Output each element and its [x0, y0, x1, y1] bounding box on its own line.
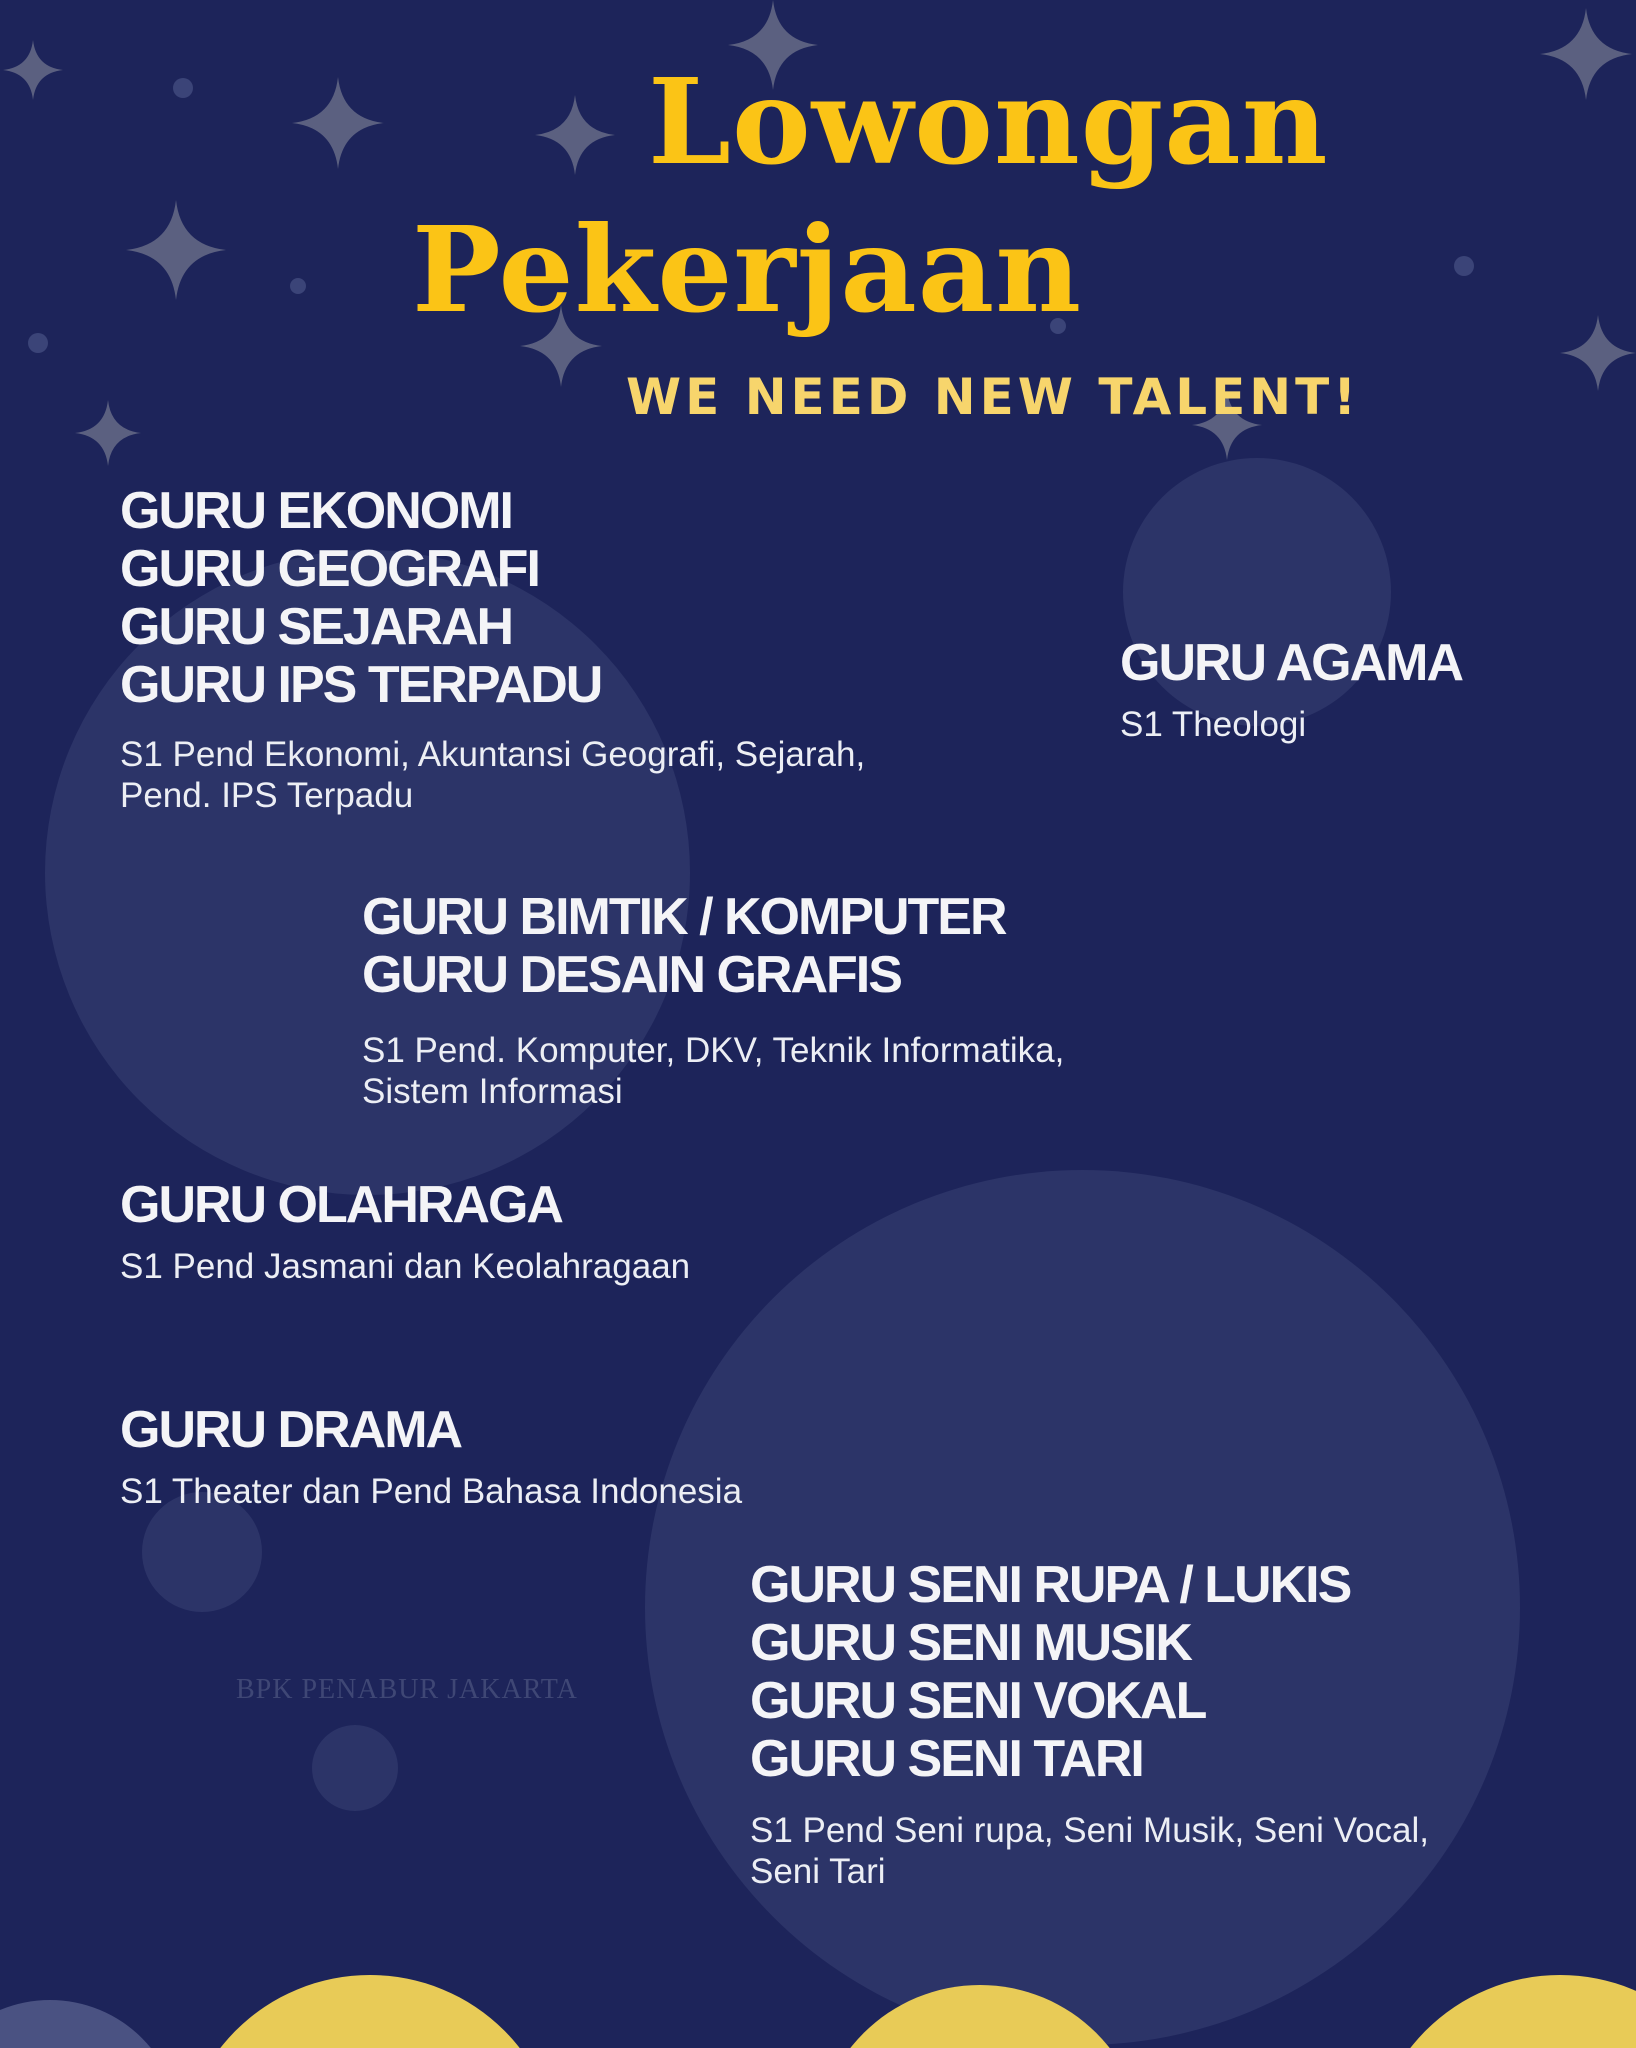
sparkle-star-icon — [126, 200, 226, 300]
dot-decoration — [290, 278, 306, 294]
sparkle-star-icon — [75, 400, 141, 466]
qualification-text: S1 Pend. Komputer, DKV, Teknik Informatika, Sistem Informasi — [362, 1031, 1065, 1111]
position-title: GURU EKONOMI — [120, 482, 512, 540]
sparkle-star-icon — [292, 77, 384, 169]
job-group-computer — [362, 888, 1064, 1112]
job-group-social-studies — [120, 482, 865, 816]
background-circle-small-2 — [312, 1725, 398, 1811]
dot-decoration — [1454, 256, 1474, 276]
position-title: GURU OLAHRAGA — [120, 1176, 562, 1234]
position-title: GURU SENI TARI — [750, 1730, 1143, 1788]
position-title: GURU DESAIN GRAFIS — [362, 946, 901, 1004]
position-title: GURU AGAMA — [1120, 634, 1463, 692]
sparkle-star-icon — [535, 95, 615, 175]
position-title: GURU DRAMA — [120, 1401, 462, 1459]
job-group-religion — [1120, 634, 1462, 745]
position-title: GURU SEJARAH — [120, 598, 513, 656]
qualification-text: S1 Theologi — [1120, 705, 1307, 744]
headline-line-2: Pekerjaan — [412, 200, 1083, 339]
position-title: GURU GEOGRAFI — [120, 540, 539, 598]
job-group-arts — [750, 1556, 1429, 1892]
tagline: WE NEED NEW TALENT! — [626, 368, 1361, 426]
qualification-text: S1 Pend Seni rupa, Seni Musik, Seni Vocal, Seni Tari — [750, 1811, 1430, 1891]
organization-watermark: BPK PENABUR JAKARTA — [236, 1674, 578, 1705]
qualification-text: S1 Pend Ekonomi, Akuntansi Geografi, Sejarah, Pend. IPS Terpadu — [120, 735, 866, 815]
decorative-dome — [180, 1975, 560, 2048]
decorative-dome — [0, 2000, 180, 2048]
position-title: GURU SENI RUPA / LUKIS — [750, 1556, 1351, 1614]
position-title: GURU BIMTIK / KOMPUTER — [362, 888, 1006, 946]
job-group-sports — [120, 1176, 690, 1287]
position-title: GURU IPS TERPADU — [120, 656, 602, 714]
headline-line-1: Lowongan — [648, 52, 1329, 191]
sparkle-star-icon — [1560, 315, 1636, 391]
qualification-text: S1 Pend Jasmani dan Keolahragaan — [120, 1247, 691, 1286]
job-group-drama — [120, 1401, 742, 1512]
dot-decoration — [173, 78, 193, 98]
qualification-text: S1 Theater dan Pend Bahasa Indonesia — [120, 1472, 743, 1511]
dot-decoration — [28, 333, 48, 353]
position-title: GURU SENI MUSIK — [750, 1614, 1191, 1672]
sparkle-star-icon — [3, 40, 63, 100]
position-title: GURU SENI VOKAL — [750, 1672, 1206, 1730]
sparkle-star-icon — [1540, 8, 1632, 100]
decorative-dome — [1370, 1975, 1636, 2048]
